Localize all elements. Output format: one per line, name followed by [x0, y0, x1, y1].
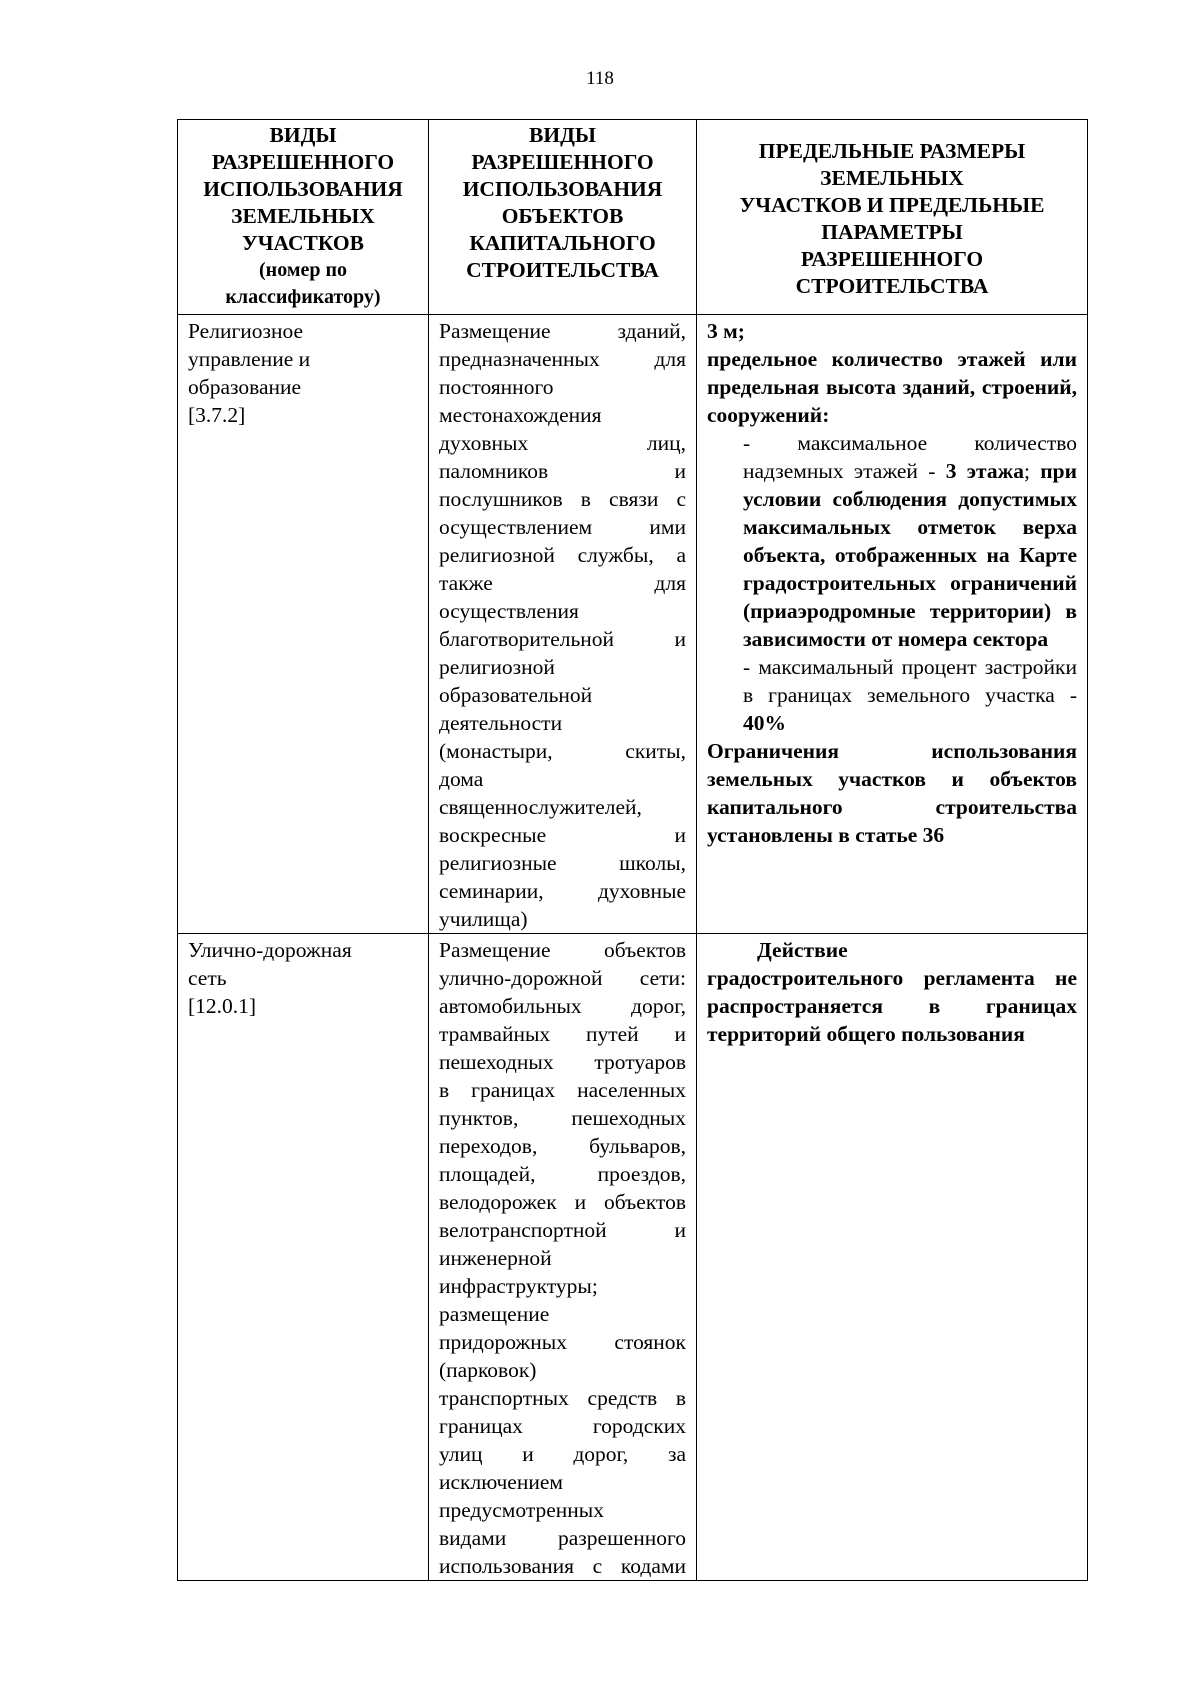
cell-line: Религиозное [188, 319, 304, 343]
cell-line: размещение [439, 1302, 550, 1326]
coverage-value: 40% [743, 711, 786, 735]
header-line: ИСПОЛЬЗОВАНИЯ [462, 177, 663, 201]
floors-condition: при условии соблюдения допустимых максимальных отметок верха объекта, отображенных на Карте градостроительных ограничений (приаэродромные территории) в зависимости от номера сектора [743, 459, 1077, 651]
cell-line: Размещение зданий, [439, 319, 686, 343]
header-line: УЧАСТКОВ [242, 231, 364, 255]
cell-line: пунктов, пешеходных [439, 1106, 686, 1130]
cell-line: транспортных средств в [439, 1386, 686, 1410]
cell-line: улиц и дорог, за [439, 1442, 686, 1466]
cell-line: училища) [439, 907, 528, 931]
cell-line: религиозной службы, а [439, 543, 686, 567]
cell-line: управление и [188, 347, 311, 371]
cell-line: Размещение объектов [439, 938, 686, 962]
regulation-lead: Действие [757, 938, 848, 962]
cell-line: (монастыри, скиты, [439, 739, 686, 763]
floors-paragraph [707, 429, 1077, 653]
limit-parameters-cell [697, 934, 1088, 1581]
page-number: 118 [586, 68, 614, 89]
construction-use-cell [429, 934, 697, 1581]
construction-use-cell [429, 315, 697, 934]
regulation-text: градостроительного регламента не распространяется в границах территорий общего пользования [707, 966, 1077, 1046]
header-line: СТРОИТЕЛЬСТВА [795, 274, 989, 298]
cell-line: (парковок) [439, 1358, 537, 1382]
restrictions-text: Ограничения использования земельных участков и объектов капитального строительства установлены в статье 36 [707, 739, 1077, 847]
table-row [178, 934, 1088, 1581]
header-line: ПРЕДЕЛЬНЫЕ РАЗМЕРЫ [758, 139, 1026, 163]
header-land-use-types [178, 120, 429, 315]
cell-line: послушников в связи с [439, 487, 686, 511]
cell-line: пешеходных тротуаров [439, 1050, 686, 1074]
coverage-paragraph [707, 653, 1077, 737]
height-value: 3 м; [707, 319, 745, 343]
cell-line: дома [439, 767, 484, 791]
floors-title: предельное количество этажей или предельная высота зданий, строений, сооружений: [707, 347, 1077, 427]
header-line: ЗЕМЕЛЬНЫХ [231, 204, 375, 228]
cell-line: трамвайных путей и [439, 1022, 686, 1046]
cell-line: благотворительной и [439, 627, 686, 651]
cell-line: улично-дорожной сети: [439, 966, 686, 990]
header-line: РАЗРЕШЕННОГО [800, 247, 984, 271]
header-construction-use-types [429, 120, 697, 315]
cell-line: постоянного [439, 375, 554, 399]
cell-line: придорожных стоянок [439, 1330, 686, 1354]
cell-line: [3.7.2] [188, 403, 246, 427]
cell-line: предназначенных для [439, 347, 686, 371]
cell-line: видами разрешенного [439, 1526, 686, 1550]
cell-line: площадей, проездов, [439, 1162, 686, 1186]
floors-pre: - максимальное количество надземных этажей - [743, 431, 1077, 483]
cell-line: местонахождения [439, 403, 602, 427]
header-line: (номер по [259, 259, 347, 281]
cell-line: религиозной [439, 655, 555, 679]
cell-line: образовательной [439, 683, 593, 707]
header-line: РАЗРЕШЕННОГО [211, 150, 395, 174]
land-use-cell [178, 934, 429, 1581]
cell-line: инфраструктуры; [439, 1274, 598, 1298]
table-row [178, 315, 1088, 934]
cell-line: автомобильных дорог, [439, 994, 686, 1018]
cell-line: инженерной [439, 1246, 552, 1270]
header-line: ОБЪЕКТОВ [501, 204, 624, 228]
cell-line: религиозные школы, [439, 851, 686, 875]
header-line: ЗЕМЕЛЬНЫХ [820, 166, 964, 190]
cell-line: также для [439, 571, 686, 595]
header-line: ВИДЫ [529, 123, 596, 147]
cell-line: в границах населенных [439, 1078, 686, 1102]
header-line: ВИДЫ [269, 123, 337, 147]
header-line: УЧАСТКОВ И ПРЕДЕЛЬНЫЕ [739, 193, 1045, 217]
cell-line: воскресные и [439, 823, 686, 847]
limit-parameters-cell [697, 315, 1088, 934]
cell-line: осуществления [439, 599, 579, 623]
cell-line: духовных лиц, [439, 431, 686, 455]
cell-line: образование [188, 375, 302, 399]
cell-line: Улично-дорожная [188, 938, 352, 962]
cell-line: велодорожек и объектов [439, 1190, 686, 1214]
header-limit-parameters [697, 120, 1088, 315]
floors-value: 3 этажа [945, 459, 1024, 483]
cell-line: предусмотренных [439, 1498, 604, 1522]
cell-line: границах городских [439, 1414, 686, 1438]
header-line: СТРОИТЕЛЬСТВА [466, 258, 659, 282]
cell-line: осуществлением ими [439, 515, 686, 539]
regulation-table [177, 119, 1088, 1581]
cell-line: использования с кодами [439, 1554, 686, 1578]
cell-line: священнослужителей, [439, 795, 642, 819]
table-header-row [178, 120, 1088, 315]
header-line: РАЗРЕШЕННОГО [471, 150, 654, 174]
cell-line: деятельности [439, 711, 563, 735]
cell-line: сеть [188, 966, 227, 990]
header-line: ИСПОЛЬЗОВАНИЯ [203, 177, 403, 201]
header-line: ПАРАМЕТРЫ [821, 220, 963, 244]
land-use-cell [178, 315, 429, 934]
header-line: классификатору) [225, 286, 381, 308]
cell-line: [12.0.1] [188, 994, 257, 1018]
header-line: КАПИТАЛЬНОГО [469, 231, 656, 255]
cell-line: исключением [439, 1470, 563, 1494]
coverage-pre: - максимальный процент застройки в границах земельного участка - [743, 655, 1077, 707]
cell-line: паломников и [439, 459, 686, 483]
cell-line: семинарии, духовные [439, 879, 686, 903]
cell-line: переходов, бульваров, [439, 1134, 686, 1158]
floors-sep: ; [1023, 459, 1041, 483]
cell-line: велотранспортной и [439, 1218, 686, 1242]
